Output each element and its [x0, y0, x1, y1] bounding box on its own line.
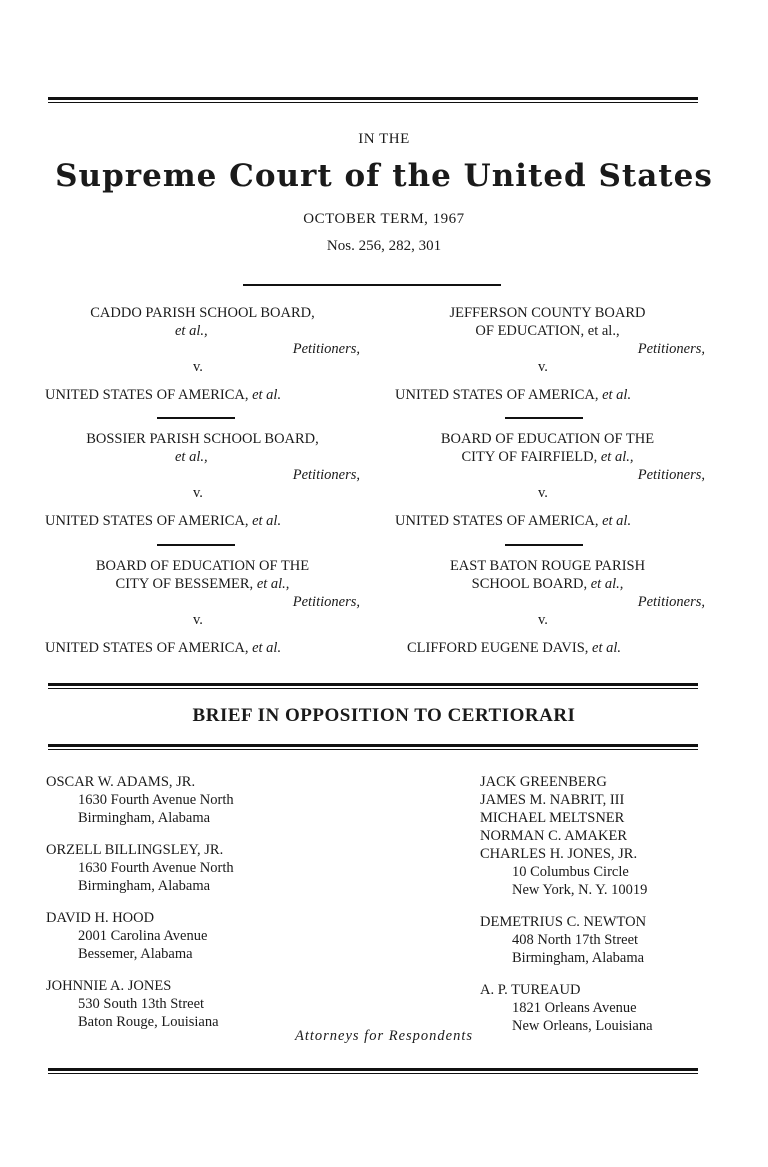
versus: v.	[538, 612, 548, 628]
attorneys-left	[46, 773, 376, 1045]
respondent-name: UNITED STATES OF AMERICA,	[45, 640, 249, 656]
versus: v.	[193, 485, 203, 501]
attorney-name: NORMAN C. AMAKER	[480, 828, 628, 844]
attorney-entry	[46, 773, 376, 827]
petitioners-label: Petitioners,	[292, 341, 360, 357]
case-etal: et al.,	[256, 576, 290, 592]
respondent-etal: et al.	[252, 513, 282, 529]
case-divider	[505, 417, 583, 419]
respondent-name: UNITED STATES OF AMERICA,	[395, 387, 599, 403]
attorney-group	[480, 773, 720, 899]
versus: v.	[193, 359, 203, 375]
attorney-address: 530 South 13th Street	[78, 996, 205, 1012]
versus: v.	[193, 612, 203, 628]
attorney-name: DAVID H. HOOD	[46, 910, 155, 926]
attorney-entry	[480, 913, 720, 967]
attorney-address: 10 Columbus Circle	[512, 864, 629, 880]
case-title: BOARD OF EDUCATION OF THE	[95, 558, 310, 574]
case-title-line2	[390, 448, 705, 466]
versus: v.	[538, 359, 548, 375]
case-bossier	[45, 430, 360, 530]
court-title: Supreme Court of the United States	[55, 158, 713, 194]
respondent-etal: et al.	[252, 640, 282, 656]
attorney-city: New York, N. Y. 10019	[512, 882, 648, 898]
term-line: OCTOBER TERM, 1967	[303, 211, 465, 227]
petitioners-label: Petitioners,	[637, 341, 705, 357]
respondent-etal: et al.	[602, 513, 632, 529]
attorney-address: 1630 Fourth Avenue North	[78, 860, 234, 876]
case-title-line2	[390, 575, 705, 593]
respondent-line	[390, 386, 705, 404]
attorney-city: Baton Rouge, Louisiana	[78, 1014, 219, 1030]
respondent-line	[45, 386, 360, 404]
case-divider	[157, 544, 235, 546]
attorney-entry	[46, 909, 376, 963]
case-etal: et al.,	[600, 449, 634, 465]
case-title-line2: OF EDUCATION, et al.,	[475, 323, 620, 339]
case-fairfield	[390, 430, 705, 530]
case-title: BOSSIER PARISH SCHOOL BOARD,	[86, 431, 319, 447]
attorney-name: JAMES M. NABRIT, III	[480, 792, 625, 808]
case-title: EAST BATON ROUGE PARISH	[449, 558, 646, 574]
attorney-name: JACK GREENBERG	[480, 774, 607, 790]
attorney-city: New Orleans, Louisiana	[512, 1018, 653, 1034]
brief-rule-top	[48, 683, 698, 689]
attorney-address: 408 North 17th Street	[512, 932, 639, 948]
attorney-address: 2001 Carolina Avenue	[78, 928, 208, 944]
case-title-part: CITY OF FAIRFIELD,	[461, 449, 598, 465]
petitioners-label: Petitioners,	[292, 467, 360, 483]
respondent-name: CLIFFORD EUGENE DAVIS,	[407, 640, 589, 656]
attorney-name: ORZELL BILLINGSLEY, JR.	[46, 842, 224, 858]
respondent-name: UNITED STATES OF AMERICA,	[45, 387, 249, 403]
attorney-city: Bessemer, Alabama	[78, 946, 193, 962]
attorneys-right	[480, 773, 720, 1049]
attorney-city: Birmingham, Alabama	[78, 810, 211, 826]
case-caddo	[45, 304, 360, 404]
header-divider	[243, 284, 501, 286]
petitioners-label: Petitioners,	[637, 467, 705, 483]
attorney-entry	[46, 977, 376, 1031]
attorneys-for-respondents: Attorneys for Respondents	[294, 1028, 474, 1044]
attorney-name: DEMETRIUS C. NEWTON	[480, 914, 647, 930]
attorney-address: 1630 Fourth Avenue North	[78, 792, 234, 808]
petitioners-label: Petitioners,	[637, 594, 705, 610]
respondent-etal: et al.	[252, 387, 282, 403]
attorney-name: JOHNNIE A. JONES	[46, 978, 172, 994]
respondent-line	[390, 639, 705, 657]
bottom-rule	[48, 1068, 698, 1074]
case-title-line2	[45, 575, 360, 593]
case-title-part: SCHOOL BOARD,	[471, 576, 588, 592]
attorney-city: Birmingham, Alabama	[512, 950, 645, 966]
attorney-address: 1821 Orleans Avenue	[512, 1000, 637, 1016]
attorney-name: MICHAEL MELTSNER	[480, 810, 625, 826]
case-title-part: CITY OF BESSEMER,	[115, 576, 254, 592]
case-east-baton-rouge	[390, 557, 705, 657]
attorney-name: A. P. TUREAUD	[480, 982, 581, 998]
petitioners-label: Petitioners,	[292, 594, 360, 610]
case-bessemer	[45, 557, 360, 657]
respondent-name: UNITED STATES OF AMERICA,	[45, 513, 249, 529]
case-numbers: Nos. 256, 282, 301	[326, 238, 442, 254]
case-jefferson	[390, 304, 705, 404]
case-title: BOARD OF EDUCATION OF THE	[440, 431, 655, 447]
respondent-line	[45, 512, 360, 530]
attorney-entry	[46, 841, 376, 895]
attorney-name: CHARLES H. JONES, JR.	[480, 846, 638, 862]
respondent-name: UNITED STATES OF AMERICA,	[395, 513, 599, 529]
respondent-etal: et al.	[602, 387, 632, 403]
case-title: CADDO PARISH SCHOOL BOARD,	[90, 305, 315, 321]
brief-title: BRIEF IN OPPOSITION TO CERTIORARI	[192, 705, 576, 726]
respondent-etal: et al.	[592, 640, 622, 656]
in-the-heading: IN THE	[358, 131, 410, 147]
respondent-line	[45, 639, 360, 657]
case-title: JEFFERSON COUNTY BOARD	[449, 305, 646, 321]
versus: v.	[538, 485, 548, 501]
attorney-name: OSCAR W. ADAMS, JR.	[46, 774, 196, 790]
case-etal: et al.,	[590, 576, 624, 592]
attorney-city: Birmingham, Alabama	[78, 878, 211, 894]
respondent-line	[390, 512, 705, 530]
brief-rule-bottom	[48, 744, 698, 750]
case-divider	[157, 417, 235, 419]
top-rule	[48, 97, 698, 103]
attorney-entry	[480, 981, 720, 1035]
case-etal: et al.,	[175, 323, 208, 339]
case-etal: et al.,	[175, 449, 208, 465]
case-divider	[505, 544, 583, 546]
